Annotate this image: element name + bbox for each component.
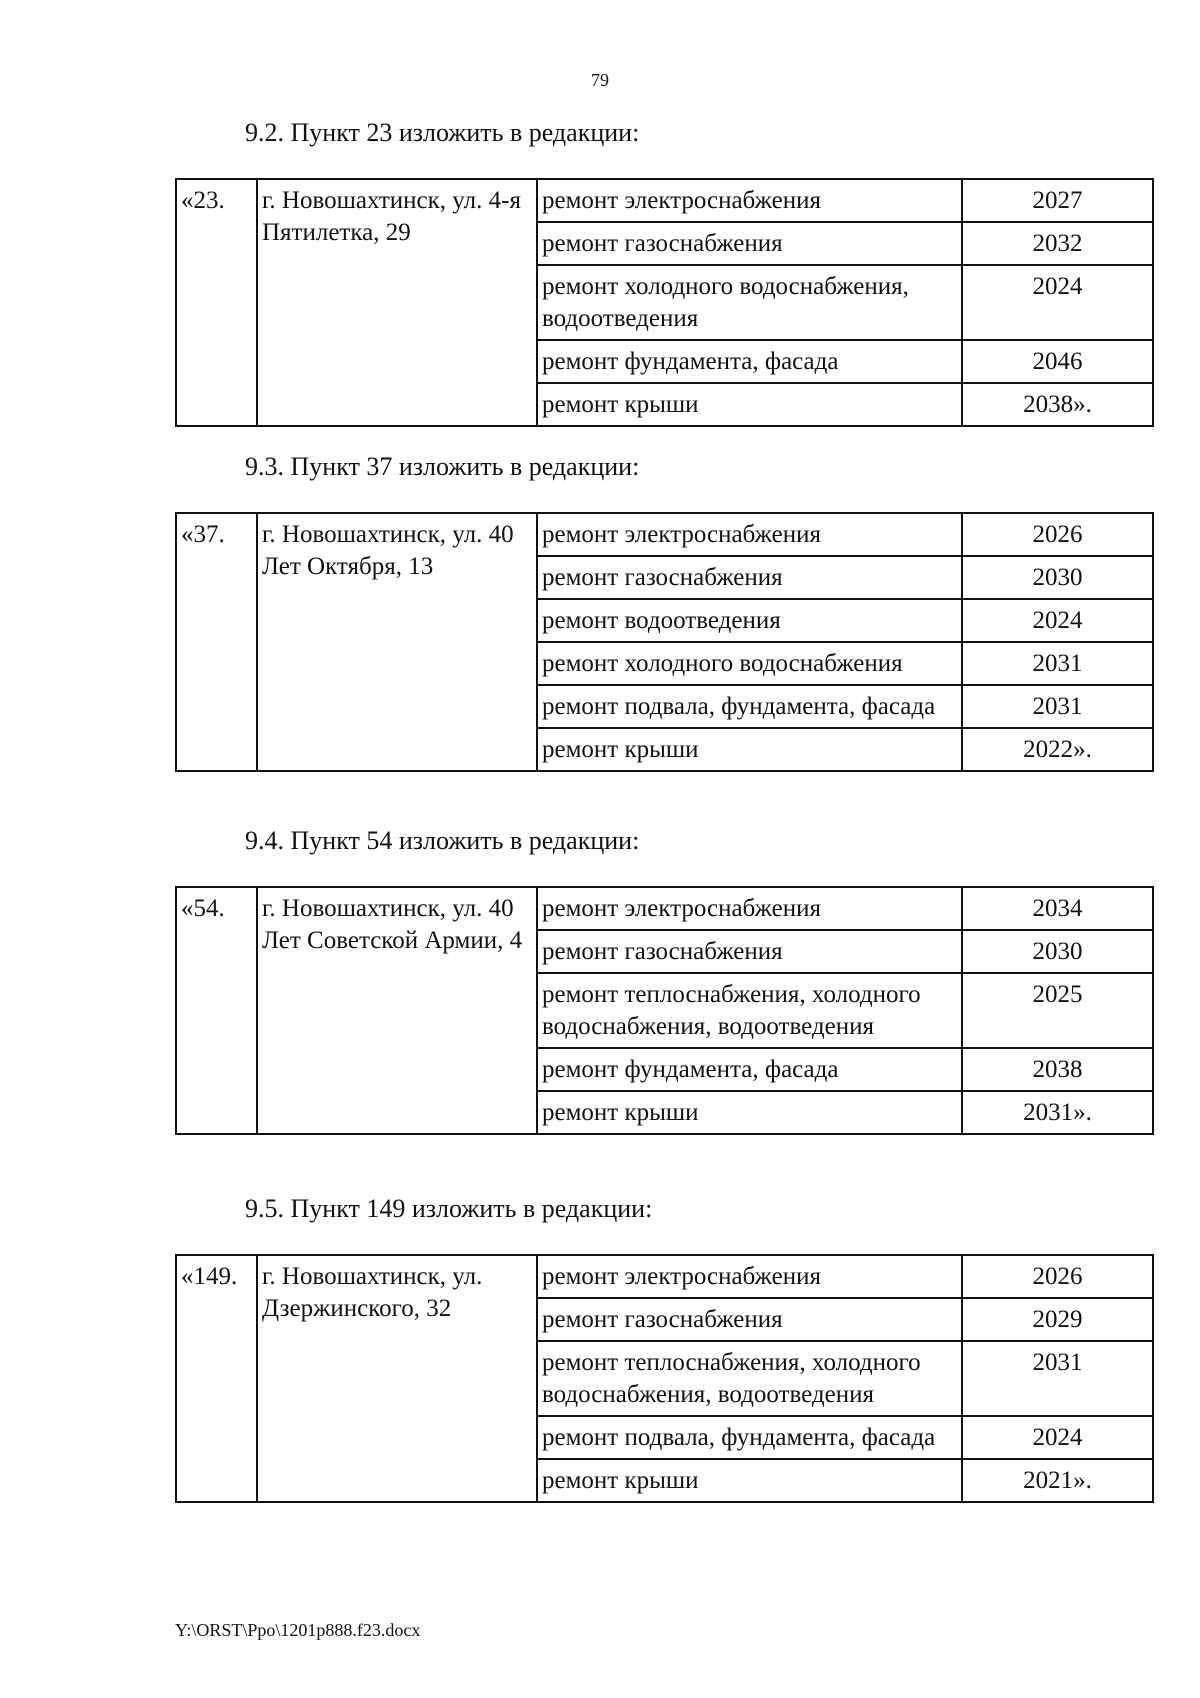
work-type: ремонт водоотведения	[537, 599, 962, 642]
work-year: 2031	[962, 642, 1153, 685]
work-year: 2026	[962, 1255, 1153, 1298]
work-type: ремонт теплоснабжения, холодного водоснабжения, водоотведения	[537, 1341, 962, 1416]
item-address: г. Новошахтинск, ул. 4-я Пятилетка, 29	[257, 179, 537, 426]
work-year: 2031	[962, 685, 1153, 728]
section-heading-9-2: 9.2. Пункт 23 изложить в редакции:	[245, 118, 640, 147]
section-heading-9-5: 9.5. Пункт 149 изложить в редакции:	[245, 1194, 653, 1223]
work-year: 2029	[962, 1298, 1153, 1341]
section-heading-9-3: 9.3. Пункт 37 изложить в редакции:	[245, 452, 640, 481]
item-address: г. Новошахтинск, ул. 40 Лет Октября, 13	[257, 513, 537, 771]
work-year: 2032	[962, 222, 1153, 265]
item-address: г. Новошахтинск, ул. Дзержинского, 32	[257, 1255, 537, 1502]
item-address: г. Новошахтинск, ул. 40 Лет Советской Армии, 4	[257, 887, 537, 1134]
table-item-23	[175, 178, 1154, 427]
work-year: 2030	[962, 556, 1153, 599]
work-year: 2025	[962, 973, 1153, 1048]
table-item-149	[175, 1254, 1154, 1503]
work-year: 2031».	[962, 1091, 1153, 1134]
work-type: ремонт электроснабжения	[537, 513, 962, 556]
table-item-37	[175, 512, 1154, 772]
item-number: «54.	[176, 887, 257, 1134]
work-year: 2038».	[962, 383, 1153, 426]
work-year: 2022».	[962, 728, 1153, 771]
work-type: ремонт газоснабжения	[537, 222, 962, 265]
work-type: ремонт крыши	[537, 1091, 962, 1134]
work-type: ремонт электроснабжения	[537, 179, 962, 222]
work-year: 2024	[962, 265, 1153, 340]
work-year: 2030	[962, 930, 1153, 973]
table-row	[176, 1255, 1153, 1298]
work-type: ремонт холодного водоснабжения	[537, 642, 962, 685]
work-year: 2021».	[962, 1459, 1153, 1502]
page-number: 79	[591, 70, 609, 90]
work-type: ремонт теплоснабжения, холодного водоснабжения, водоотведения	[537, 973, 962, 1048]
table-row	[176, 179, 1153, 222]
item-number: «23.	[176, 179, 257, 426]
work-type: ремонт холодного водоснабжения, водоотведения	[537, 265, 962, 340]
section-heading-9-4: 9.4. Пункт 54 изложить в редакции:	[245, 826, 640, 855]
item-number: «149.	[176, 1255, 257, 1502]
table-row	[176, 887, 1153, 930]
table-row	[176, 513, 1153, 556]
work-year: 2034	[962, 887, 1153, 930]
work-type: ремонт газоснабжения	[537, 556, 962, 599]
work-year: 2046	[962, 340, 1153, 383]
work-type: ремонт газоснабжения	[537, 930, 962, 973]
work-type: ремонт фундамента, фасада	[537, 1048, 962, 1091]
work-year: 2026	[962, 513, 1153, 556]
work-type: ремонт крыши	[537, 383, 962, 426]
work-type: ремонт фундамента, фасада	[537, 340, 962, 383]
work-type: ремонт подвала, фундамента, фасада	[537, 1416, 962, 1459]
work-year: 2024	[962, 1416, 1153, 1459]
work-type: ремонт электроснабжения	[537, 887, 962, 930]
work-type: ремонт крыши	[537, 728, 962, 771]
work-type: ремонт газоснабжения	[537, 1298, 962, 1341]
work-year: 2024	[962, 599, 1153, 642]
work-type: ремонт крыши	[537, 1459, 962, 1502]
work-year: 2027	[962, 179, 1153, 222]
work-type: ремонт подвала, фундамента, фасада	[537, 685, 962, 728]
work-type: ремонт электроснабжения	[537, 1255, 962, 1298]
item-number: «37.	[176, 513, 257, 771]
work-year: 2031	[962, 1341, 1153, 1416]
table-item-54	[175, 886, 1154, 1135]
footer-file-path: Y:\ORST\Ppo\1201p888.f23.docx	[175, 1620, 421, 1640]
work-year: 2038	[962, 1048, 1153, 1091]
